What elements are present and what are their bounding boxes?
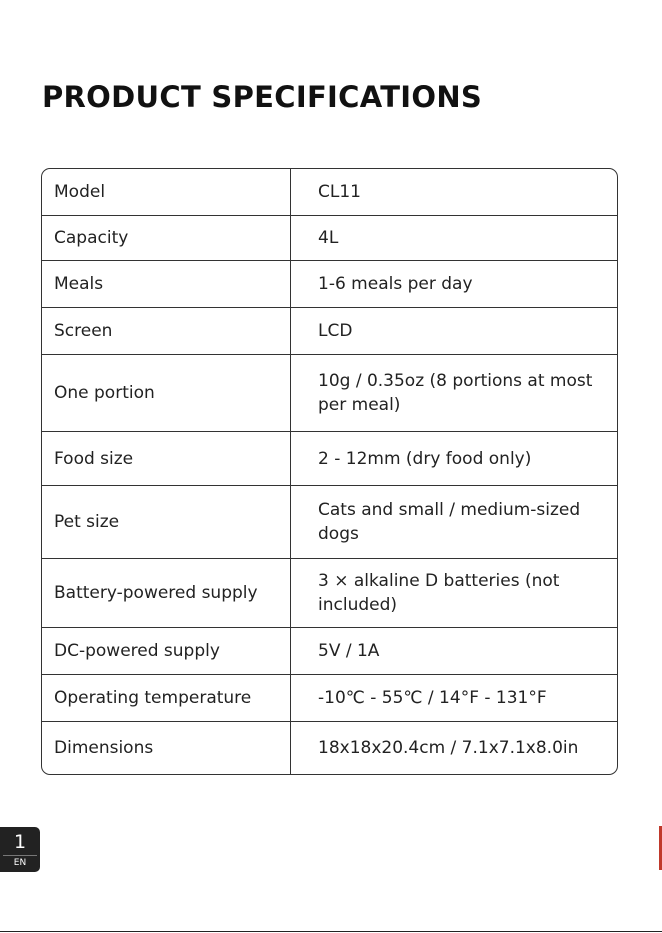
spec-row-pet-size bbox=[42, 485, 617, 558]
spec-value: -10℃ - 55℃ / 14°F - 131°F bbox=[318, 688, 547, 708]
spec-value: 4L bbox=[318, 228, 339, 248]
spec-value: 10g / 0.35oz (8 portions at most per meal) bbox=[318, 371, 593, 415]
spec-row-meals bbox=[42, 260, 617, 307]
spec-label: DC-powered supply bbox=[42, 628, 291, 674]
page-badge bbox=[0, 827, 40, 872]
spec-value: 18x18x20.4cm / 7.1x7.1x8.0in bbox=[318, 738, 579, 758]
spec-table bbox=[41, 168, 618, 775]
spec-row-screen bbox=[42, 307, 617, 354]
spec-value: CL11 bbox=[318, 182, 361, 202]
spec-label: Battery-powered supply bbox=[42, 559, 291, 627]
page-language: EN bbox=[13, 858, 27, 868]
spec-row-operating-temperature bbox=[42, 674, 617, 721]
spec-row-one-portion bbox=[42, 354, 617, 431]
spec-row-battery-supply bbox=[42, 558, 617, 627]
spec-label: Food size bbox=[42, 432, 291, 485]
spec-value: 3 × alkaline D batteries (not included) bbox=[318, 571, 560, 615]
spec-label: One portion bbox=[42, 355, 291, 431]
spec-value: LCD bbox=[318, 321, 353, 341]
spec-row-model bbox=[42, 169, 617, 215]
spec-row-dimensions bbox=[42, 721, 617, 774]
spec-label: Operating temperature bbox=[42, 675, 291, 721]
spec-label: Screen bbox=[42, 308, 291, 354]
spec-value: 1-6 meals per day bbox=[318, 274, 473, 294]
spec-label: Capacity bbox=[42, 216, 291, 260]
spec-label: Model bbox=[42, 169, 291, 215]
page-number: 1 bbox=[13, 831, 27, 853]
bottom-rule bbox=[0, 931, 662, 932]
spec-row-dc-supply bbox=[42, 627, 617, 674]
spec-label: Pet size bbox=[42, 486, 291, 558]
page-title: PRODUCT SPECIFICATIONS bbox=[42, 80, 483, 114]
spec-label: Dimensions bbox=[42, 722, 291, 774]
spec-row-food-size bbox=[42, 431, 617, 485]
spec-label: Meals bbox=[42, 261, 291, 307]
spec-value: 5V / 1A bbox=[318, 641, 380, 661]
spec-value: 2 - 12mm (dry food only) bbox=[318, 448, 532, 469]
spec-value: Cats and small / medium-sized dogs bbox=[318, 500, 581, 544]
spec-row-capacity bbox=[42, 215, 617, 260]
